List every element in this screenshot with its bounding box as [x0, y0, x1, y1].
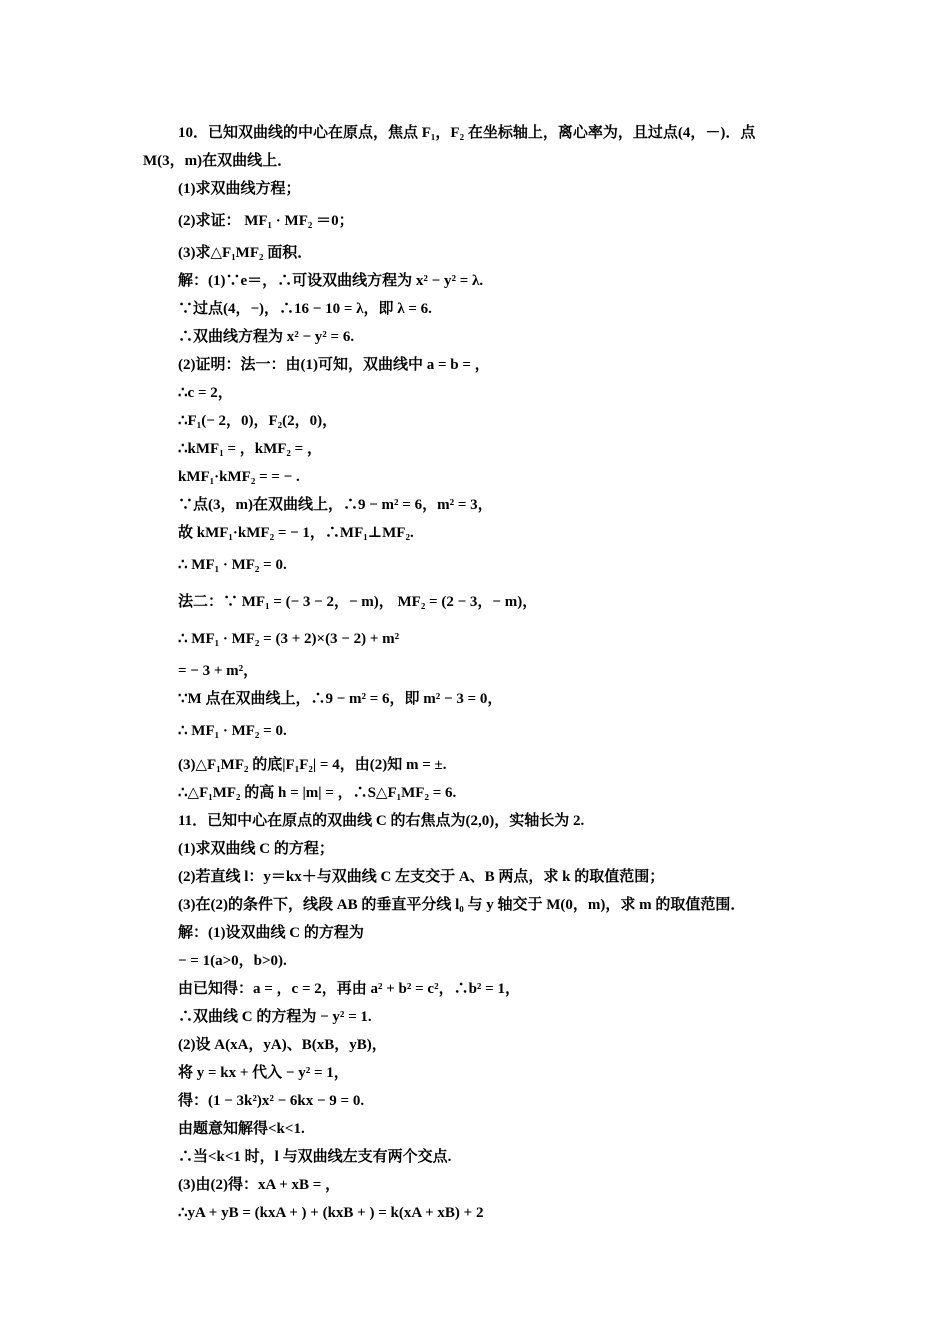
text-line: (1)求双曲线 C 的方程； [178, 841, 334, 857]
text-line: 解：(1)设双曲线 C 的方程为 [178, 925, 364, 941]
text-line: ∴ MF₁ · MF₂ = (3 + 2)×(3 − 2) + m² [178, 631, 400, 647]
text-line: 由已知得：a = ，c = 2，再由 a² + b² = c²，∴b² = 1， [178, 981, 520, 997]
text-line: ∴yA + yB = (kxA + ) + (kxB + ) = k(xA + xB) + 2 [178, 1205, 484, 1221]
text-line: (3)△F₁MF₂ 的底|F₁F₂| = 4，由(2)知 m = ±. [178, 757, 447, 773]
text-line: ∴kMF₁ = ，kMF₂ = ， [178, 441, 322, 457]
text-line: (2)若直线 l：y＝kx＋与双曲线 C 左支交于 A、B 两点，求 k 的取值范围； [178, 869, 665, 885]
text-line: − = 1(a>0，b>0). [178, 953, 287, 969]
text-line: (3)在(2)的条件下，线段 AB 的垂直平分线 l₀ 与 y 轴交于 M(0，m)，求 m 的取值范围． [178, 897, 746, 913]
text-line: 11．已知中心在原点的双曲线 C 的右焦点为(2,0)，实轴长为 2. [178, 813, 585, 829]
text-line: = − 3 + m²， [178, 663, 259, 679]
text-line: (1)求双曲线方程； [178, 181, 301, 197]
text-line: ∵点(3，m)在双曲线上，∴9 − m² = 6，m² = 3， [178, 497, 493, 513]
text-line: 解：(1)∵e＝，∴可设双曲线方程为 x² − y² = λ. [178, 273, 484, 289]
text-line: 法二：∵ MF₁ = (− 3 − 2，− m)， MF₂ = (2 − 3，− m)， [178, 594, 538, 610]
text-line: (2)设 A(xA，yA)、B(xB，yB)， [178, 1037, 387, 1053]
text-line: ∴ MF₁ · MF₂ = 0. [178, 723, 287, 739]
text-line: ∴c = 2， [178, 385, 233, 401]
text-line: 故 kMF₁·kMF₂ = − 1，∴MF₁⊥MF₂. [178, 525, 414, 541]
text-line: kMF₁·kMF₂ = = − . [178, 469, 300, 485]
text-line: ∴ MF₁ · MF₂ = 0. [178, 557, 287, 573]
text-line: ∴当<k<1 时，l 与双曲线左支有两个交点. [178, 1149, 452, 1165]
text-line: 得：(1 − 3k²)x² − 6kx − 9 = 0. [178, 1093, 365, 1109]
text-line: 将 y = kx + 代入 − y² = 1， [178, 1065, 349, 1081]
text-line: ∴双曲线方程为 x² − y² = 6. [178, 329, 355, 345]
text-line: M(3，m)在双曲线上． [143, 153, 293, 169]
text-line: 由题意知解得<k<1. [178, 1121, 305, 1137]
text-line: ∴△F₁MF₂ 的高 h = |m| = ，∴S△F₁MF₂ = 6. [178, 785, 457, 801]
text-line: ∴F₁(− 2，0)，F₂(2，0)， [178, 413, 338, 429]
text-line: ∵M 点在双曲线上，∴9 − m² = 6，即 m² − 3 = 0， [178, 691, 503, 707]
text-line: ∴双曲线 C 的方程为 − y² = 1. [178, 1009, 372, 1025]
text-line: (2)证明：法一：由(1)可知，双曲线中 a = b = ， [178, 357, 490, 373]
text-line: (3)由(2)得：xA + xB = ， [178, 1177, 341, 1193]
text-line: (3)求△F₁MF₂ 面积． [178, 245, 313, 261]
text-line: ∵过点(4，−)，∴16 − 10 = λ，即 λ = 6. [178, 301, 432, 317]
text-line: (2)求证： MF₁ · MF₂ ＝0； [178, 213, 354, 229]
text-line: 10．已知双曲线的中心在原点，焦点 F₁，F₂ 在坐标轴上，离心率为，且过点(4，－)．点 [178, 125, 756, 141]
